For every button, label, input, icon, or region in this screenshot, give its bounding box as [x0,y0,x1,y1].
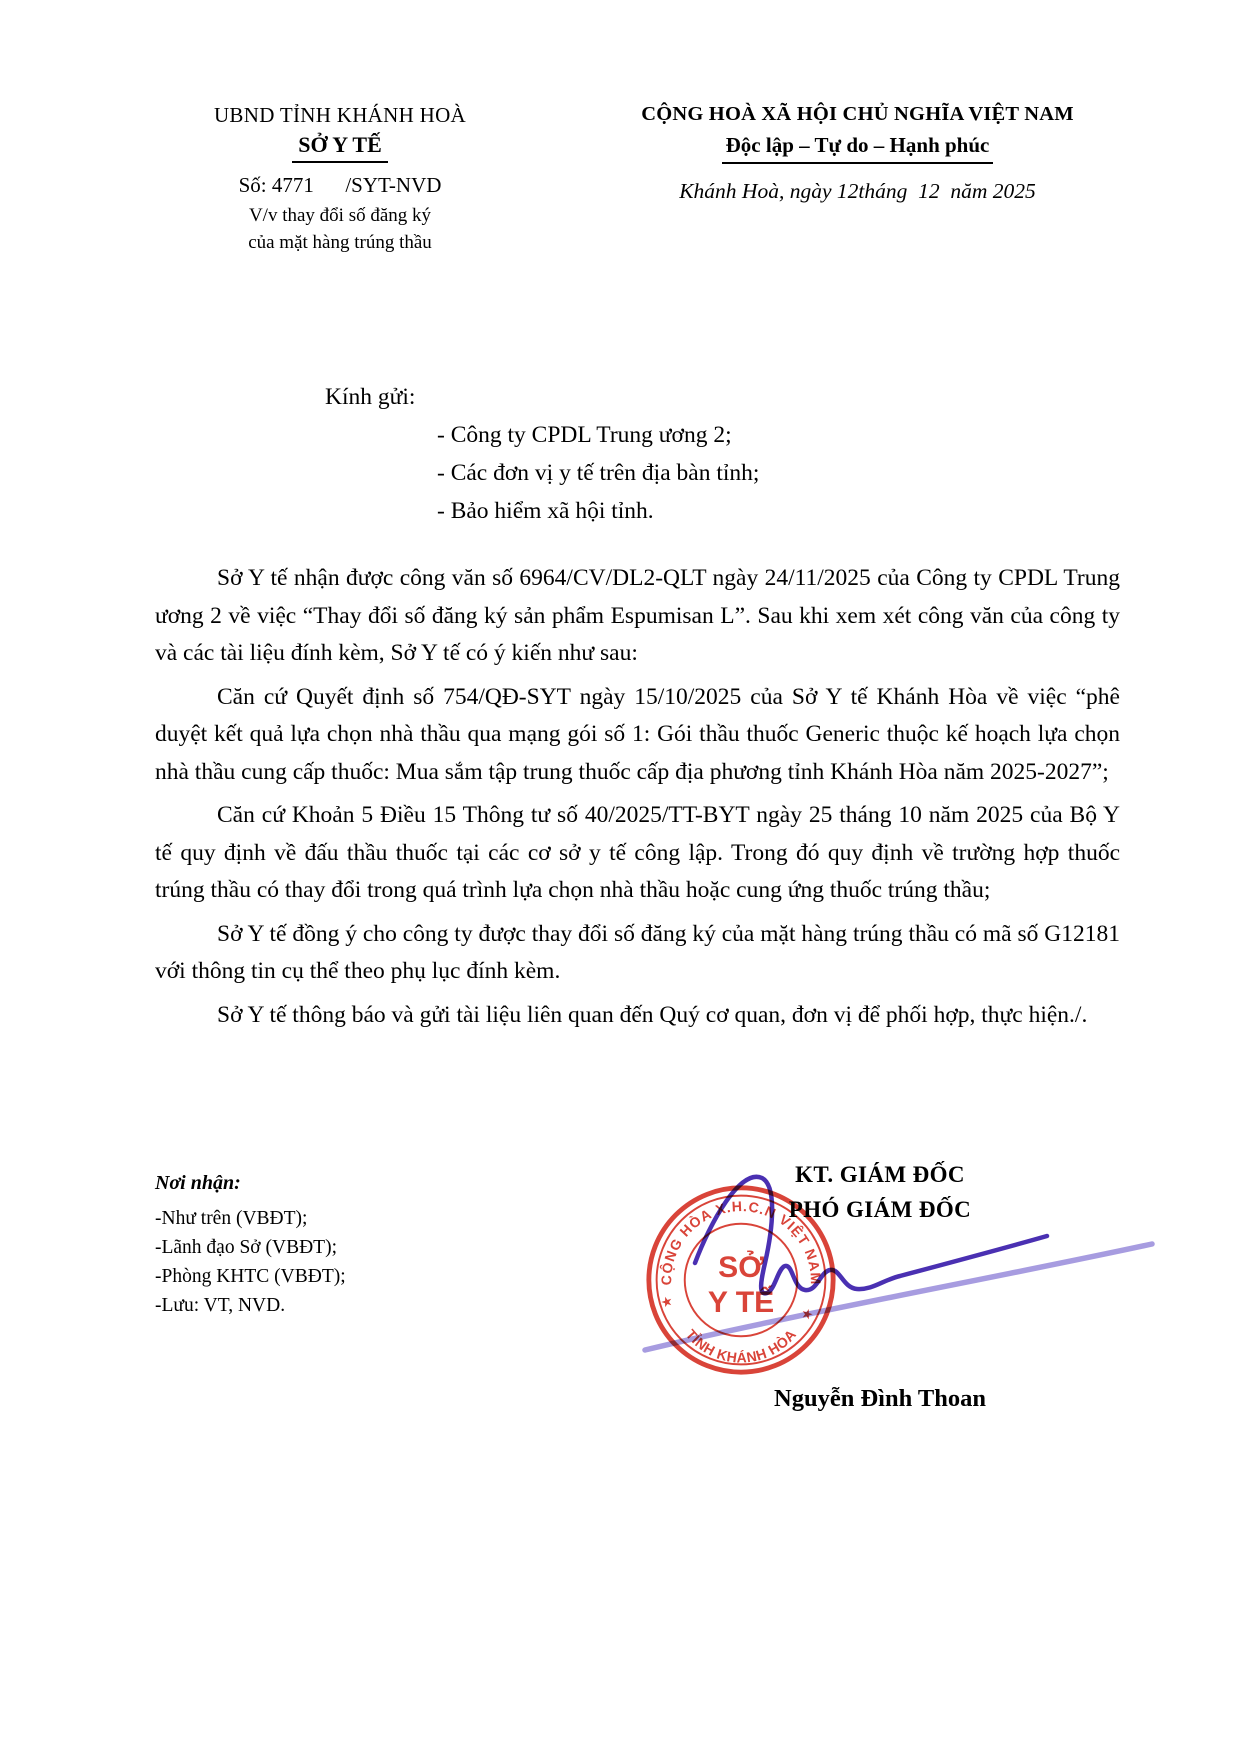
body-paragraph: Căn cứ Quyết định số 754/QĐ-SYT ngày 15/10/2025 của Sở Y tế Khánh Hòa về việc “phê duyệt kết quả lựa chọn nhà thầu qua mạng gói số 1: Gói thầu thuốc Generic thuộc kế hoạch lựa chọn nhà thầu cung cấp thuốc: Mua sắm tập trung thuốc cấp địa phương tỉnh Khánh Hòa năm 2025-2027”; [155,683,1120,785]
document-body [155,560,1120,1040]
org-parent-name: UBND TỈNH KHÁNH HOÀ [213,103,467,127]
distribution-item: -Như trên (VBĐT); [155,1208,308,1229]
seal-center-text-line1: SỞ [718,1251,764,1285]
distribution-item: -Lưu: VT, NVD. [155,1295,286,1316]
seal-star-left-icon: ★ [658,1292,675,1311]
official-seal [644,1183,838,1377]
document-subject [120,202,560,256]
recipient-item: - Các đơn vị y tế trên địa bàn tỉnh; [437,460,760,486]
seal-star-right-icon: ★ [799,1305,816,1324]
national-title: CỘNG HOÀ XÃ HỘI CHỦ NGHĨA VIỆT NAM [641,103,1074,125]
seal-top-arc-text: CỘNG HÒA X.H.C.N VIỆT NAM [658,1197,824,1286]
issuing-org-block [120,103,560,256]
distribution-label: Nơi nhận: [155,1172,241,1194]
salutation: Kính gửi: [325,384,416,410]
signer-authority: KT. GIÁM ĐỐC [795,1162,965,1187]
body-paragraph: Căn cứ Khoản 5 Điều 15 Thông tư số 40/2025/TT-BYT ngày 25 tháng 10 năm 2025 của Bộ Y tế quy định về đấu thầu thuốc tại các cơ sở y tế công lập. Trong đó quy định về trường hợp thuốc trúng thầu có thay đổi trong quá trình lựa chọn nhà thầu hoặc cung ứng thuốc trúng thầu; [155,802,1120,903]
body-paragraph: Sở Y tế đồng ý cho công ty được thay đổi số đăng ký của mặt hàng trúng thầu có mã số G12181 với thông tin cụ thể theo phụ lục đính kèm. [155,920,1120,984]
national-header-block [545,103,1170,204]
place-date-line: Khánh Hoà, ngày 12tháng 12 năm 2025 [679,179,1036,203]
org-name: SỞ Y TẾ [120,132,560,163]
recipients-list [437,416,759,530]
signer-name: Nguyễn Đình Thoan [774,1385,986,1412]
body-paragraph: Sở Y tế nhận được công văn số 6964/CV/DL2-QLT ngày 24/11/2025 của Công ty CPDL Trung ương 2 về việc “Thay đổi số đăng ký sản phẩm Espumisan L”. Sau khi xem xét công văn của công ty và các tài liệu đính kèm, Sở Y tế có ý kiến như sau: [155,565,1120,666]
seal-center-text-line2: Y TẾ [707,1286,775,1320]
subject-line-1: V/v thay đổi số đăng ký [248,205,432,226]
document-number: Số: 4771 /SYT-NVD [238,173,442,197]
distribution-block [155,1172,346,1320]
distribution-item: -Phòng KHTC (VBĐT); [155,1266,346,1287]
body-paragraph: Sở Y tế thông báo và gửi tài liệu liên quan đến Quý cơ quan, đơn vị để phối hợp, thực hiện./. [217,1001,1088,1028]
subject-line-2: của mặt hàng trúng thầu [248,232,432,253]
signer-position: PHÓ GIÁM ĐỐC [788,1197,972,1222]
national-motto: Độc lập – Tự do – Hạnh phúc [545,133,1170,164]
recipients-block [325,378,759,530]
seal-bottom-arc-text: TỈNH KHÁNH HÒA [682,1326,800,1366]
recipient-item: - Công ty CPDL Trung ương 2; [437,422,732,448]
recipient-item: - Bảo hiểm xã hội tỉnh. [437,498,654,524]
distribution-item: -Lãnh đạo Sở (VBĐT); [155,1237,337,1258]
